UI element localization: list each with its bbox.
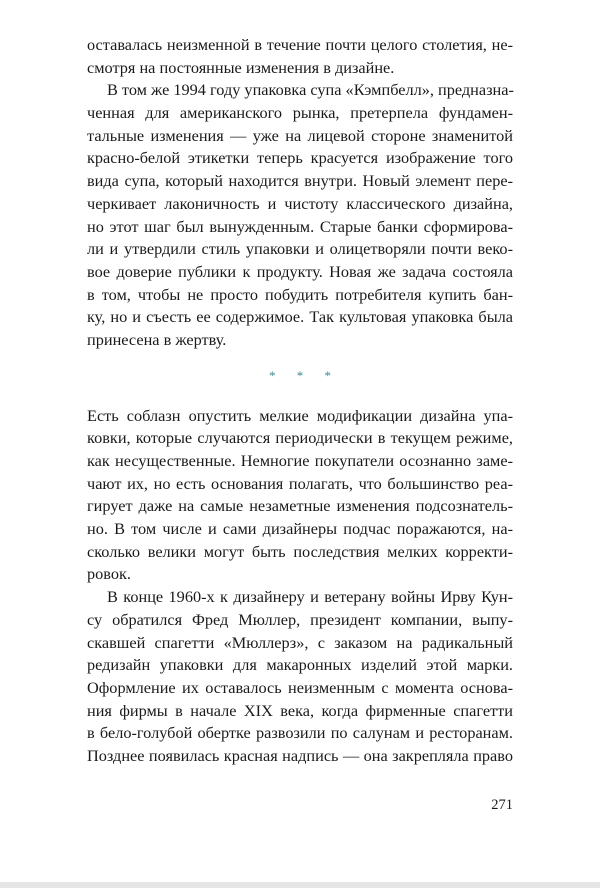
text-line: ченная для американского рынка, претерпела фундамен-	[87, 103, 513, 123]
text-line: гирует даже на самые незаметные изменения подсознатель-	[87, 496, 513, 516]
text-line: смотря на постоянные изменения в дизайне.	[87, 57, 395, 77]
text-line: но. В том числе и сами дизайнеры подчас поражаются, на-	[87, 519, 513, 539]
text-line: ковки, которые случаются периодически в текущем режиме,	[87, 428, 513, 448]
text-line: как несущественные. Немногие покупатели осознанно заме-	[87, 451, 513, 470]
text-line: тальные изменения — уже на лицевой стороне знаменитой	[87, 125, 513, 145]
text-line: черкивает лаконичность и чистоту классического дизайна,	[87, 193, 513, 213]
text-line: красно-белой этикетки теперь красуется изображение того	[87, 148, 513, 168]
text-line: чают их, но есть основания полагать, что большинство реа-	[87, 473, 513, 493]
section-separator	[87, 357, 513, 395]
text-line: в бело-голубой обертке развозили по салунам и ресторанам.	[87, 723, 513, 743]
text-line: но этот шаг был вынужденным. Старые банки сформирова-	[87, 216, 513, 236]
text-line: су обратился Фред Мюллер, президент компании, выпу-	[87, 609, 513, 629]
text-line: ровок.	[87, 564, 131, 584]
paragraph-1	[87, 34, 513, 79]
text-line: сколько велики могут быть последствия мелких корректи-	[87, 541, 513, 561]
bottom-edge	[0, 882, 600, 888]
text-line: редизайн упаковки для макаронных изделий этой марки.	[87, 655, 513, 675]
book-page-text	[87, 34, 513, 768]
paragraph-2	[87, 79, 513, 351]
text-line: Позднее появилась красная надпись — она закрепляла право	[87, 745, 513, 765]
text-line: принесена в жертву.	[87, 329, 227, 349]
star-icon: *	[269, 367, 276, 383]
page-number: 271	[491, 797, 513, 813]
text-line: Есть соблазн опустить мелкие модификации дизайна упа-	[87, 405, 513, 425]
text-line: оставалась неизменной в течение почти целого столетия, не-	[87, 35, 513, 54]
star-icon: *	[296, 367, 304, 383]
text-line: В конце 1960-х к дизайнеру и ветерану войны Ирву Кун-	[107, 587, 513, 607]
text-line: скавшей спагетти «Мюллерз», с заказом на радикальный	[87, 632, 513, 652]
paragraph-4	[87, 586, 513, 768]
text-line: ния фирмы в начале XIX века, когда фирменные спагетти	[87, 700, 513, 720]
paragraph-3	[87, 405, 513, 587]
text-line: В том же 1994 году упаковка супа «Кэмпбелл», предназна-	[107, 80, 514, 100]
text-line: вое доверие публики к продукту. Новая же задача состояла	[87, 261, 513, 281]
text-line: в том, чтобы не просто побудить потребителя купить бан-	[87, 284, 513, 304]
text-line: вида супа, который находится внутри. Новый элемент пере-	[87, 171, 513, 191]
text-line: ли и утвердили стиль упаковки и олицетворяли почти веко-	[87, 239, 513, 259]
star-icon: *	[324, 367, 331, 383]
text-line: Оформление их оставалось неизменным с момента основа-	[87, 677, 513, 697]
text-line: ку, но и съесть ее содержимое. Так культовая упаковка была	[87, 307, 513, 327]
